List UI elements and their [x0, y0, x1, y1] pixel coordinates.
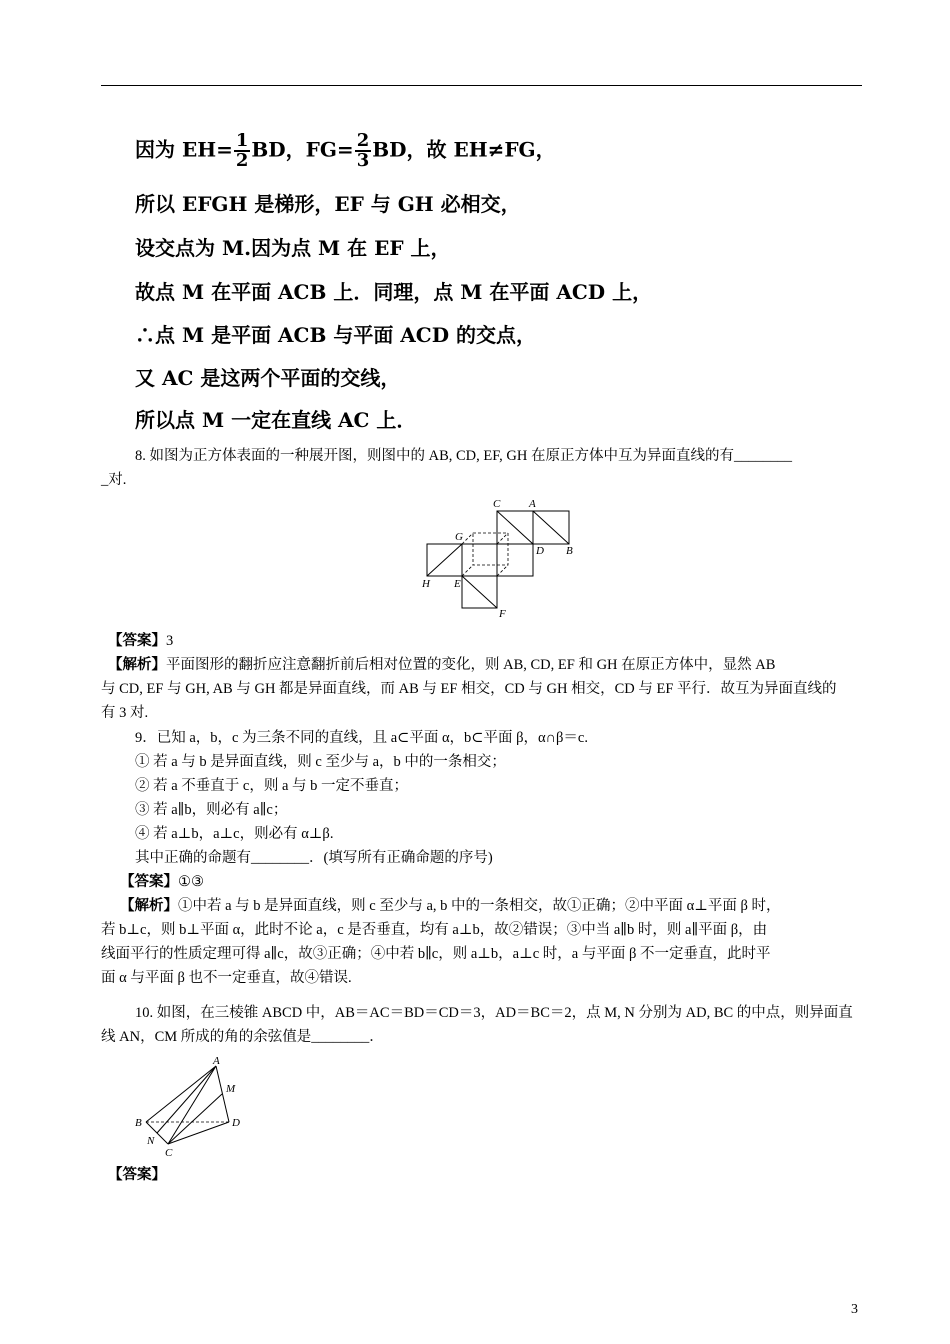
label-e: E — [454, 578, 461, 590]
answer-tag: 【答案】 — [120, 874, 178, 890]
proof-text: BD，故 EH≠FG， — [372, 137, 556, 162]
q9-analysis-line-3: 线面平行的性质定理可得 a∥c，故③正确；④中若 b∥c，则 a⊥b，a⊥c 时，a 与平面 β 不一定垂直，此时平 — [101, 946, 771, 962]
proof-line-1 — [135, 132, 556, 170]
hidden-edge — [462, 565, 473, 576]
edge-ac — [168, 1066, 216, 1144]
cube-net-figure — [415, 495, 590, 620]
q9-prompt: 其中正确的命题有________．(填写所有正确命题的序号) — [135, 850, 493, 866]
hidden-edge — [497, 533, 508, 544]
q9-answer — [120, 871, 882, 894]
q9-item-4: ④ 若 a⊥b，a⊥c，则必有 α⊥β. — [135, 826, 334, 842]
proof-line-4: 故点 M 在平面 ACB 上．同理，点 M 在平面 ACD 上， — [135, 280, 653, 304]
q8-analysis-line-2: 与 CD, EF 与 GH, AB 与 GH 都是异面直线，而 AB 与 EF 相交，CD 与 GH 相交，CD 与 EF 平行．故互为异面直线的 — [101, 681, 837, 697]
q9-item-1: ① 若 a 与 b 是异面直线，则 c 至少与 a，b 中的一条相交； — [135, 754, 506, 770]
q8-answer — [108, 630, 870, 653]
q9-analysis-line-4: 面 α 与平面 β 也不一定垂直，故④错误. — [101, 970, 352, 986]
analysis-tag: 【解析】 — [108, 657, 166, 673]
q8-question-line-2: _对. — [101, 472, 127, 488]
hidden-edge — [497, 565, 508, 576]
edge-cd — [168, 1122, 229, 1144]
page-number: 3 — [851, 1302, 858, 1317]
answer-value: 3 — [166, 633, 174, 649]
q10-answer — [108, 1164, 870, 1187]
q8-question-line-1: 8. 如图为正方体表面的一种展开图，则图中的 AB, CD, EF, GH 在原正方体中互为异面直线的有________ — [135, 448, 792, 464]
hidden-edge — [462, 533, 473, 544]
label-c: C — [165, 1147, 173, 1159]
q9-analysis-line-1 — [120, 895, 863, 918]
label-m: M — [226, 1083, 236, 1095]
label-a: A — [213, 1055, 220, 1067]
fraction-two-thirds — [355, 132, 372, 170]
hidden-cube-face — [473, 533, 508, 565]
q9-analysis-line-2: 若 b⊥c，则 b⊥平面 α，此时不论 a，c 是否垂直，均有 a⊥b，故②错误；③中当 a∥b 时，则 a∥平面 β，由 — [101, 922, 768, 938]
label-b: B — [566, 545, 573, 557]
frac-num: 1 — [235, 130, 249, 151]
frac-den: 3 — [356, 150, 370, 171]
label-d: D — [536, 545, 544, 557]
q9-question: 9．已知 a，b，c 为三条不同的直线，且 a⊂平面 α，b⊂平面 β，α∩β＝c. — [135, 730, 588, 746]
tetrahedron-figure — [130, 1054, 250, 1162]
q9-item-2: ② 若 a 不垂直于 c，则 a 与 b 一定不垂直； — [135, 778, 409, 794]
proof-line-3: 设交点为 M.因为点 M 在 EF 上， — [135, 236, 451, 260]
segment-ef — [462, 576, 497, 608]
edge-ab — [146, 1066, 216, 1122]
q9-item-3: ③ 若 a∥b，则必有 a∥c； — [135, 802, 288, 818]
q10-question-line-2: 线 AN，CM 所成的角的余弦值是________． — [101, 1029, 384, 1045]
proof-line-5: ∴点 M 是平面 ACB 与平面 ACD 的交点， — [135, 323, 537, 347]
frac-num: 2 — [356, 130, 370, 151]
segment-ab — [533, 511, 569, 544]
frac-den: 2 — [235, 150, 249, 171]
segment-gh — [427, 544, 462, 576]
label-a: A — [529, 498, 536, 510]
proof-line-7: 所以点 M 一定在直线 AC 上． — [135, 408, 417, 432]
label-n: N — [147, 1135, 155, 1147]
segment-cm — [168, 1094, 222, 1144]
answer-value: ①③ — [178, 874, 204, 890]
label-g: G — [455, 531, 463, 543]
net-square — [497, 544, 533, 576]
label-f: F — [499, 608, 506, 620]
answer-tag: 【答案】 — [108, 633, 166, 649]
analysis-text: ①中若 a 与 b 是异面直线，则 c 至少与 a, b 中的一条相交，故①正确；②中平面 α⊥平面 β 时， — [178, 898, 781, 914]
q8-analysis-line-1 — [108, 654, 863, 677]
q10-question-line-1: 10. 如图，在三棱锥 ABCD 中，AB＝AC＝BD＝CD＝3，AD＝BC＝2，点 M, N 分别为 AD, BC 的中点，则异面直 — [135, 1005, 853, 1021]
segment-an — [157, 1066, 216, 1133]
proof-line-6: 又 AC 是这两个平面的交线， — [135, 366, 401, 390]
q8-analysis-line-3: 有 3 对. — [101, 705, 149, 721]
proof-text: 因为 EH= — [135, 137, 233, 162]
header-rule — [101, 85, 862, 86]
label-c: C — [493, 498, 501, 510]
answer-tag: 【答案】 — [108, 1167, 166, 1183]
label-d: D — [232, 1117, 240, 1129]
label-b: B — [135, 1117, 142, 1129]
fraction-half — [234, 132, 251, 170]
proof-line-2: 所以 EFGH 是梯形，EF 与 GH 必相交， — [135, 192, 521, 216]
proof-text: BD，FG= — [251, 137, 354, 162]
analysis-text: 平面图形的翻折应注意翻折前后相对位置的变化，则 AB, CD, EF 和 GH 在原正方体中，显然 AB — [166, 657, 776, 673]
label-h: H — [422, 578, 430, 590]
analysis-tag: 【解析】 — [120, 898, 178, 914]
